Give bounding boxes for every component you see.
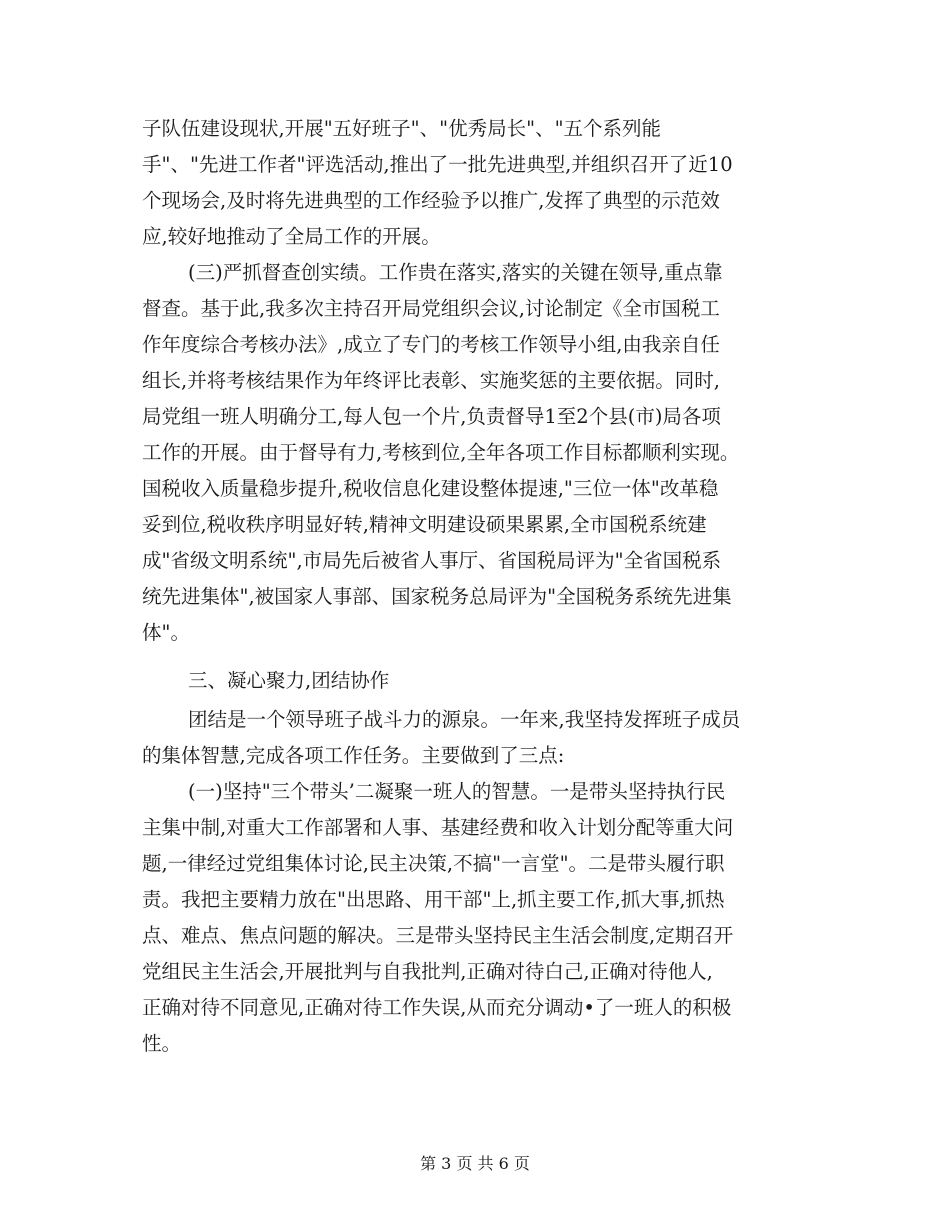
page-footer: 第 3 页 共 6 页 bbox=[420, 1154, 530, 1173]
section-heading: (三)严抓督查创实绩。工作贵在落实,落实的关键在领导,重点靠 bbox=[188, 261, 723, 284]
text-line: 体"。 bbox=[142, 621, 190, 644]
text-line: 工作的开展。由于督导有力,考核到位,全年各项工作目标都顺利实现。 bbox=[142, 441, 740, 464]
text-line: 督查。基于此,我多次主持召开局党组织会议,讨论制定《全市国税工 bbox=[142, 297, 720, 320]
text-line: 作年度综合考核办法》,成立了专门的考核工作领导小组,由我亲自任 bbox=[142, 333, 720, 356]
text-line: 国税收入质量稳步提升,税收信息化建设整体提速,"三位一体"改革稳 bbox=[142, 477, 719, 500]
text-line: 成"省级文明系统",市局先后被省人事厅、省国税局评为"全省国税系 bbox=[142, 549, 722, 572]
text-line: 应,较好地推动了全局工作的开展。 bbox=[142, 225, 441, 248]
text-line: 组长,并将考核结果作为年终评比表彰、实施奖惩的主要依据。同时, bbox=[142, 369, 720, 392]
section-heading: (一)坚持"三个带头’二凝聚一班人的智慧。一是带头坚持执行民 bbox=[188, 780, 726, 803]
text-line: 正确对待不同意见,正确对待工作失误,从而充分调动•了一班人的积极 bbox=[142, 996, 732, 1019]
text-line: 点、难点、焦点问题的解决。三是带头坚持民主生活会制度,定期召开 bbox=[142, 924, 734, 947]
text-line: 题,一律经过党组集体讨论,民主决策,不搞"一言堂"。二是带头履行职 bbox=[142, 852, 725, 875]
section-heading: 三、凝心聚力,团结协作 bbox=[188, 669, 390, 692]
text-line: 党组民主生活会,开展批判与自我批判,正确对待白己,正确对待他人, bbox=[142, 960, 713, 983]
text-line: 子队伍建设现状,开展"五好班子"、"优秀局长"、"五个系列能 bbox=[142, 117, 662, 140]
text-line: 主集中制,对重大工作部署和人事、基建经费和收入计划分配等重大问 bbox=[142, 816, 734, 839]
text-line: 统先进集体",被国家人事部、国家税务总局评为"全国税务系统先进集 bbox=[142, 585, 732, 608]
text-line: 的集体智慧,完成各项工作任务。主要做到了三点: bbox=[142, 744, 565, 767]
text-line: 手"、"先进工作者"评选活动,推出了一批先进典型,并组织召开了近10 bbox=[142, 153, 733, 176]
text-line: 局党组一班人明确分工,每人包一个片,负责督导1至2个县(市)局各项 bbox=[142, 405, 721, 428]
text-line: 团结是一个领导班子战斗力的源泉。一年来,我坚持发挥班子成员 bbox=[188, 708, 741, 731]
text-line: 个现场会,及时将先进典型的工作经验予以推广,发挥了典型的示范效 bbox=[142, 189, 720, 212]
text-line: 妥到位,税收秩序明显好转,精神文明建设硕果累累,全市国税系统建 bbox=[142, 513, 707, 536]
text-line: 性。 bbox=[142, 1032, 182, 1055]
text-line: 责。我把主要精力放在"出思路、用干部"上,抓主要工作,抓大事,抓热 bbox=[142, 888, 725, 911]
